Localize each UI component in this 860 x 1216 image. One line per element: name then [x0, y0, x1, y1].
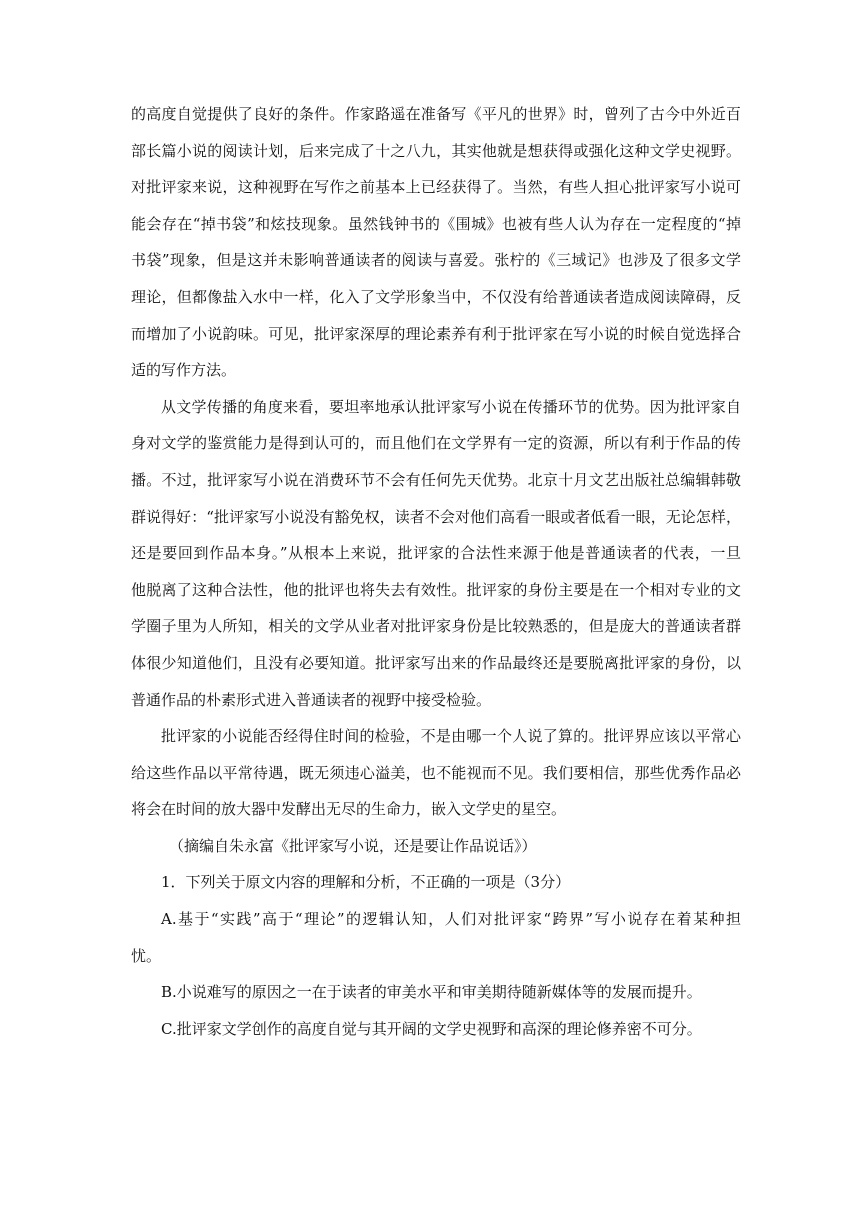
paragraph-line: 从文学传播的角度来看，要坦率地承认批评家写小说在传播环节的优势。因为批评家自: [161, 397, 741, 416]
paragraph-line: 他脱离了这种合法性，他的批评也将失去有效性。批评家的身份主要是在一个相对专业的文: [131, 580, 741, 599]
paragraph-line: 身对文学的鉴赏能力是得到认可的，而且他们在文学界有一定的资源，所以有利于作品的传: [131, 434, 741, 453]
paragraph-line: 书袋”现象，但是这并未影响普通读者的阅读与喜爱。张柠的《三域记》也涉及了很多文学: [131, 251, 741, 270]
paragraph-1: [131, 96, 741, 389]
paragraph-line: 理论，但都像盐入水中一样，化入了文学形象当中，不仅没有给普通读者造成阅读障碍，反: [131, 287, 741, 306]
paragraph-line: 学圈子里为人所知，相关的文学从业者对批评家身份是比较熟悉的，但是庞大的普通读者群: [131, 617, 741, 636]
source-citation: （摘编自朱永富《批评家写小说，还是要让作品说话》）: [169, 836, 537, 855]
paragraph-line: 的高度自觉提供了良好的条件。作家路遥在准备写《平凡的世界》时，曾列了古今中外近百: [131, 105, 741, 123]
paragraph-line: 对批评家来说，这种视野在写作之前基本上已经获得了。当然，有些人担心批评家写小说可: [131, 178, 741, 197]
paragraph-line: 将会在时间的放大器中发酵出无尽的生命力，嵌入文学史的星空。: [131, 800, 567, 819]
option-c: [131, 1011, 741, 1048]
paragraph-line: 部长篇小说的阅读计划，后来完成了十之八九，其实他就是想获得或强化这种文学史视野。: [131, 141, 741, 160]
paragraph-line: 批评家的小说能否经得住时间的检验，不是由哪一个人说了算的。批评界应该以平常心: [161, 727, 741, 746]
paragraph-line: 给这些作品以平常待遇，既无须违心溢美，也不能视而不见。我们要相信，那些优秀作品必: [131, 763, 741, 782]
paragraph-line: 能会存在“掉书袋”和炫技现象。虽然钱钟书的《围城》也被有些人认为存在一定程度的“掉: [131, 214, 741, 233]
paragraph-3: [131, 718, 741, 828]
document-body: [131, 96, 741, 1047]
paragraph-line: 还是要回到作品本身。”从根本上来说，批评家的合法性来源于他是普通读者的代表，一旦: [131, 544, 741, 563]
paragraph-line: 适的写作方法。: [131, 361, 237, 380]
paragraph-2: [131, 389, 741, 718]
question-stem: 1．下列关于原文内容的理解和分析，不正确的一项是（3分）: [161, 873, 571, 892]
option-line: C.批评家文学创作的高度自觉与其开阔的文学史视野和高深的理论修养密不可分。: [161, 1019, 702, 1038]
option-b: [131, 974, 741, 1011]
option-a: [131, 901, 741, 974]
option-line: 忧。: [131, 946, 162, 965]
paragraph-line: 而增加了小说韵味。可见，批评家深厚的理论素养有利于批评家在写小说的时候自觉选择合: [131, 324, 741, 343]
option-line: B.小说难写的原因之一在于读者的审美水平和审美期待随新媒体等的发展而提升。: [161, 983, 702, 1002]
paragraph-line: 普通作品的朴素形式进入普通读者的视野中接受检验。: [131, 690, 492, 709]
paragraph-line: 播。不过，批评家写小说在消费环节不会有任何先天优势。北京十月文艺出版社总编辑韩敬: [131, 470, 741, 489]
paragraph-line: 体很少知道他们，且没有必要知道。批评家写出来的作品最终还是要脱离批评家的身份，以: [131, 653, 741, 672]
paragraph-line: 群说得好：“批评家写小说没有豁免权，读者不会对他们高看一眼或者低看一眼，无论怎样，: [131, 507, 741, 526]
option-line: A.基于“实践”高于“理论”的逻辑认知，人们对批评家“跨界”写小说存在着某种担: [161, 910, 741, 929]
